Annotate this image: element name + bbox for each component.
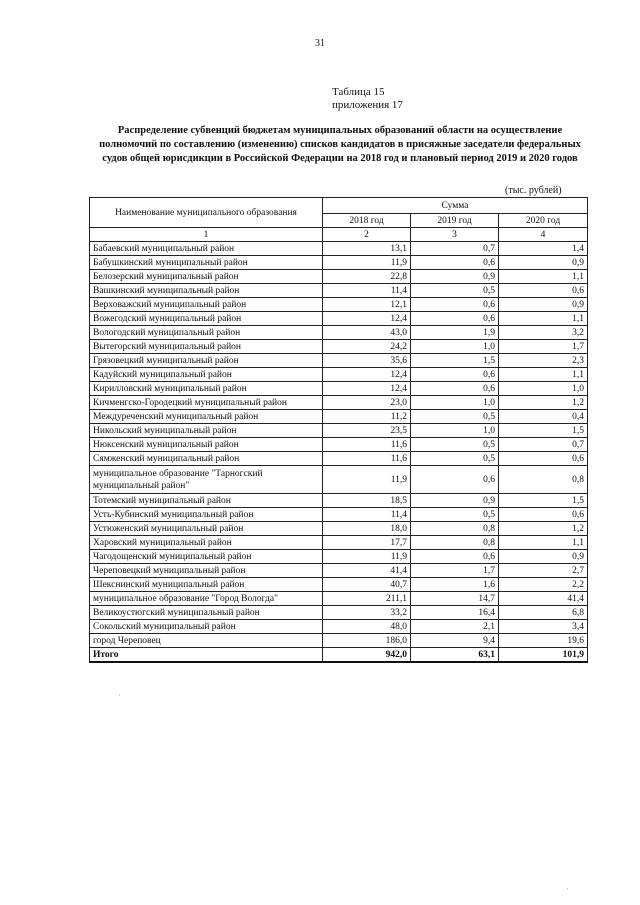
col-number-3: 3	[411, 228, 499, 242]
row-value-2020: 2,3	[499, 354, 588, 368]
scan-mark: ·	[118, 690, 121, 700]
row-value-2018: 12,4	[323, 368, 411, 382]
row-value-2020: 0,8	[499, 466, 588, 494]
table-row	[90, 424, 588, 438]
row-value-2018: 12,1	[323, 298, 411, 312]
row-value-2019: 0,9	[411, 270, 499, 284]
row-value-2020: 1,7	[499, 340, 588, 354]
row-value-2020: 0,9	[499, 298, 588, 312]
row-value-2020: 41,4	[499, 592, 588, 606]
table-row	[90, 452, 588, 466]
row-value-2018: 41,4	[323, 564, 411, 578]
units-label: (тыс. рублей)	[505, 185, 562, 196]
table-row	[90, 284, 588, 298]
row-name: Вожегодский муниципальный район	[90, 312, 323, 326]
row-name: город Череповец	[90, 634, 323, 648]
row-value-2018: 23,0	[323, 396, 411, 410]
row-name: Верховажский муниципальный район	[90, 298, 323, 312]
row-name: Грязовецкий муниципальный район	[90, 354, 323, 368]
row-name: Белозерский муниципальный район	[90, 270, 323, 284]
row-value-2019: 0,5	[411, 284, 499, 298]
row-name: Никольский муниципальный район	[90, 424, 323, 438]
row-value-2019: 0,5	[411, 452, 499, 466]
row-value-2018: 35,6	[323, 354, 411, 368]
row-value-2018: 12,4	[323, 382, 411, 396]
row-value-2020: 1,5	[499, 424, 588, 438]
row-value-2020: 1,4	[499, 242, 588, 256]
table-row	[90, 242, 588, 256]
row-value-2019: 0,7	[411, 242, 499, 256]
row-name: Нюксенский муниципальный район	[90, 438, 323, 452]
row-value-2019: 2,1	[411, 620, 499, 634]
header-name-col: Наименование муниципального образования	[90, 198, 323, 228]
table-row	[90, 466, 588, 494]
row-value-2020: 2,7	[499, 564, 588, 578]
row-name: Сокольский муниципальный район	[90, 620, 323, 634]
row-name: Тотемский муниципальный район	[90, 494, 323, 508]
row-value-2019: 1,9	[411, 326, 499, 340]
row-value-2020: 1,2	[499, 522, 588, 536]
row-name: Кирилловский муниципальный район	[90, 382, 323, 396]
table-row	[90, 298, 588, 312]
row-value-2020: 0,6	[499, 452, 588, 466]
table-ref-line1: Таблица 15	[332, 86, 385, 98]
table-row	[90, 508, 588, 522]
row-value-2019: 14,7	[411, 592, 499, 606]
table-row	[90, 578, 588, 592]
table-row	[90, 606, 588, 620]
row-value-2020: 1,5	[499, 494, 588, 508]
row-value-2018: 17,7	[323, 536, 411, 550]
row-value-2019: 0,6	[411, 550, 499, 564]
row-value-2019: 0,6	[411, 382, 499, 396]
header-sum: Сумма	[323, 198, 588, 214]
row-value-2020: 1,1	[499, 368, 588, 382]
row-value-2018: 11,9	[323, 256, 411, 270]
row-value-2018: 11,2	[323, 410, 411, 424]
table-row	[90, 396, 588, 410]
row-value-2018: 11,9	[323, 550, 411, 564]
row-value-2020: 0,6	[499, 284, 588, 298]
row-value-2019: 1,7	[411, 564, 499, 578]
row-name: Шекснинский муниципальный район	[90, 578, 323, 592]
row-value-2018: 11,9	[323, 466, 411, 494]
table-row	[90, 550, 588, 564]
row-value-2019: 0,5	[411, 410, 499, 424]
table-row	[90, 410, 588, 424]
row-value-2018: 11,4	[323, 284, 411, 298]
row-value-2020: 0,6	[499, 508, 588, 522]
row-value-2018: 211,1	[323, 592, 411, 606]
table-row	[90, 340, 588, 354]
row-name: Кичменгско-Городецкий муниципальный район	[90, 396, 323, 410]
row-name: Бабушкинский муниципальный район	[90, 256, 323, 270]
row-value-2019: 1,6	[411, 578, 499, 592]
row-name: муниципальное образование "Тарногский муниципальный район"	[90, 466, 323, 494]
table-row	[90, 536, 588, 550]
subsidy-table	[89, 197, 588, 663]
total-row	[90, 648, 588, 663]
row-value-2020: 2,2	[499, 578, 588, 592]
row-value-2018: 22,8	[323, 270, 411, 284]
table-row	[90, 382, 588, 396]
row-value-2018: 11,6	[323, 438, 411, 452]
table-row	[90, 494, 588, 508]
row-value-2020: 0,7	[499, 438, 588, 452]
row-value-2020: 1,1	[499, 312, 588, 326]
row-value-2019: 0,6	[411, 312, 499, 326]
row-value-2018: 23,5	[323, 424, 411, 438]
table-row	[90, 592, 588, 606]
row-value-2018: 13,1	[323, 242, 411, 256]
table-row	[90, 564, 588, 578]
row-value-2019: 0,8	[411, 536, 499, 550]
row-value-2019: 0,9	[411, 494, 499, 508]
row-value-2020: 3,4	[499, 620, 588, 634]
document-title: Распределение субвенций бюджетам муниципальных образований области на осуществление полномочий по составлению (изменению) списков кандидатов в присяжные заседатели федеральных судов общей юрисдикции в Российской Федерации на 2018 год и плановый период 2019 и 2020 годов	[99, 125, 581, 164]
col-number-4: 4	[499, 228, 588, 242]
table-row	[90, 620, 588, 634]
row-value-2018: 12,4	[323, 312, 411, 326]
row-value-2018: 48,0	[323, 620, 411, 634]
row-name: Вытегорский муниципальный район	[90, 340, 323, 354]
row-value-2019: 0,6	[411, 466, 499, 494]
table-body	[90, 242, 588, 648]
row-name: Сямженский муниципальный район	[90, 452, 323, 466]
row-name: Кадуйский муниципальный район	[90, 368, 323, 382]
page-number: 31	[315, 38, 325, 49]
total-2019: 63,1	[411, 648, 499, 663]
row-name: Харовский муниципальный район	[90, 536, 323, 550]
row-value-2018: 18,0	[323, 522, 411, 536]
row-value-2019: 9,4	[411, 634, 499, 648]
row-value-2019: 0,6	[411, 298, 499, 312]
row-value-2018: 24,2	[323, 340, 411, 354]
row-value-2018: 33,2	[323, 606, 411, 620]
row-value-2019: 1,5	[411, 354, 499, 368]
row-value-2020: 1,1	[499, 270, 588, 284]
total-2018: 942,0	[323, 648, 411, 663]
row-value-2019: 1,0	[411, 424, 499, 438]
row-value-2019: 16,4	[411, 606, 499, 620]
row-value-2020: 0,9	[499, 256, 588, 270]
row-name: Череповецкий муниципальный район	[90, 564, 323, 578]
table-row	[90, 270, 588, 284]
row-value-2020: 0,9	[499, 550, 588, 564]
row-name: муниципальное образование "Город Вологда"	[90, 592, 323, 606]
row-value-2019: 0,6	[411, 368, 499, 382]
row-value-2019: 0,8	[411, 522, 499, 536]
row-value-2020: 1,1	[499, 536, 588, 550]
row-value-2020: 6,8	[499, 606, 588, 620]
row-value-2018: 18,5	[323, 494, 411, 508]
col-number-2: 2	[323, 228, 411, 242]
total-2020: 101,9	[499, 648, 588, 663]
row-name: Усть-Кубинский муниципальный район	[90, 508, 323, 522]
row-value-2018: 11,4	[323, 508, 411, 522]
row-value-2019: 1,0	[411, 396, 499, 410]
row-name: Чагодощенский муниципальный район	[90, 550, 323, 564]
row-value-2019: 0,5	[411, 438, 499, 452]
row-value-2018: 11,6	[323, 452, 411, 466]
total-label: Итого	[90, 648, 323, 663]
table-row	[90, 354, 588, 368]
table-ref-line2: приложения 17	[332, 99, 403, 111]
row-value-2019: 1,0	[411, 340, 499, 354]
row-value-2020: 1,0	[499, 382, 588, 396]
row-name: Вологодский муниципальный район	[90, 326, 323, 340]
row-value-2019: 0,6	[411, 256, 499, 270]
row-name: Великоустюгский муниципальный район	[90, 606, 323, 620]
table-row	[90, 326, 588, 340]
row-name: Междуреченский муниципальный район	[90, 410, 323, 424]
header-year-2020: 2020 год	[499, 214, 588, 228]
col-number-1: 1	[90, 228, 323, 242]
row-name: Вашкинский муниципальный район	[90, 284, 323, 298]
row-value-2020: 19,6	[499, 634, 588, 648]
table-row	[90, 256, 588, 270]
table-row	[90, 522, 588, 536]
row-name: Бабаевский муниципальный район	[90, 242, 323, 256]
row-value-2018: 186,0	[323, 634, 411, 648]
scan-mark: ·	[566, 884, 569, 894]
row-value-2020: 0,4	[499, 410, 588, 424]
row-value-2020: 3,2	[499, 326, 588, 340]
table-row	[90, 368, 588, 382]
header-year-2019: 2019 год	[411, 214, 499, 228]
table-row	[90, 438, 588, 452]
row-value-2019: 0,5	[411, 508, 499, 522]
header-year-2018: 2018 год	[323, 214, 411, 228]
row-value-2018: 43,0	[323, 326, 411, 340]
table-row	[90, 634, 588, 648]
row-value-2018: 40,7	[323, 578, 411, 592]
table-row	[90, 312, 588, 326]
row-value-2020: 1,2	[499, 396, 588, 410]
row-name: Устюженский муниципальный район	[90, 522, 323, 536]
